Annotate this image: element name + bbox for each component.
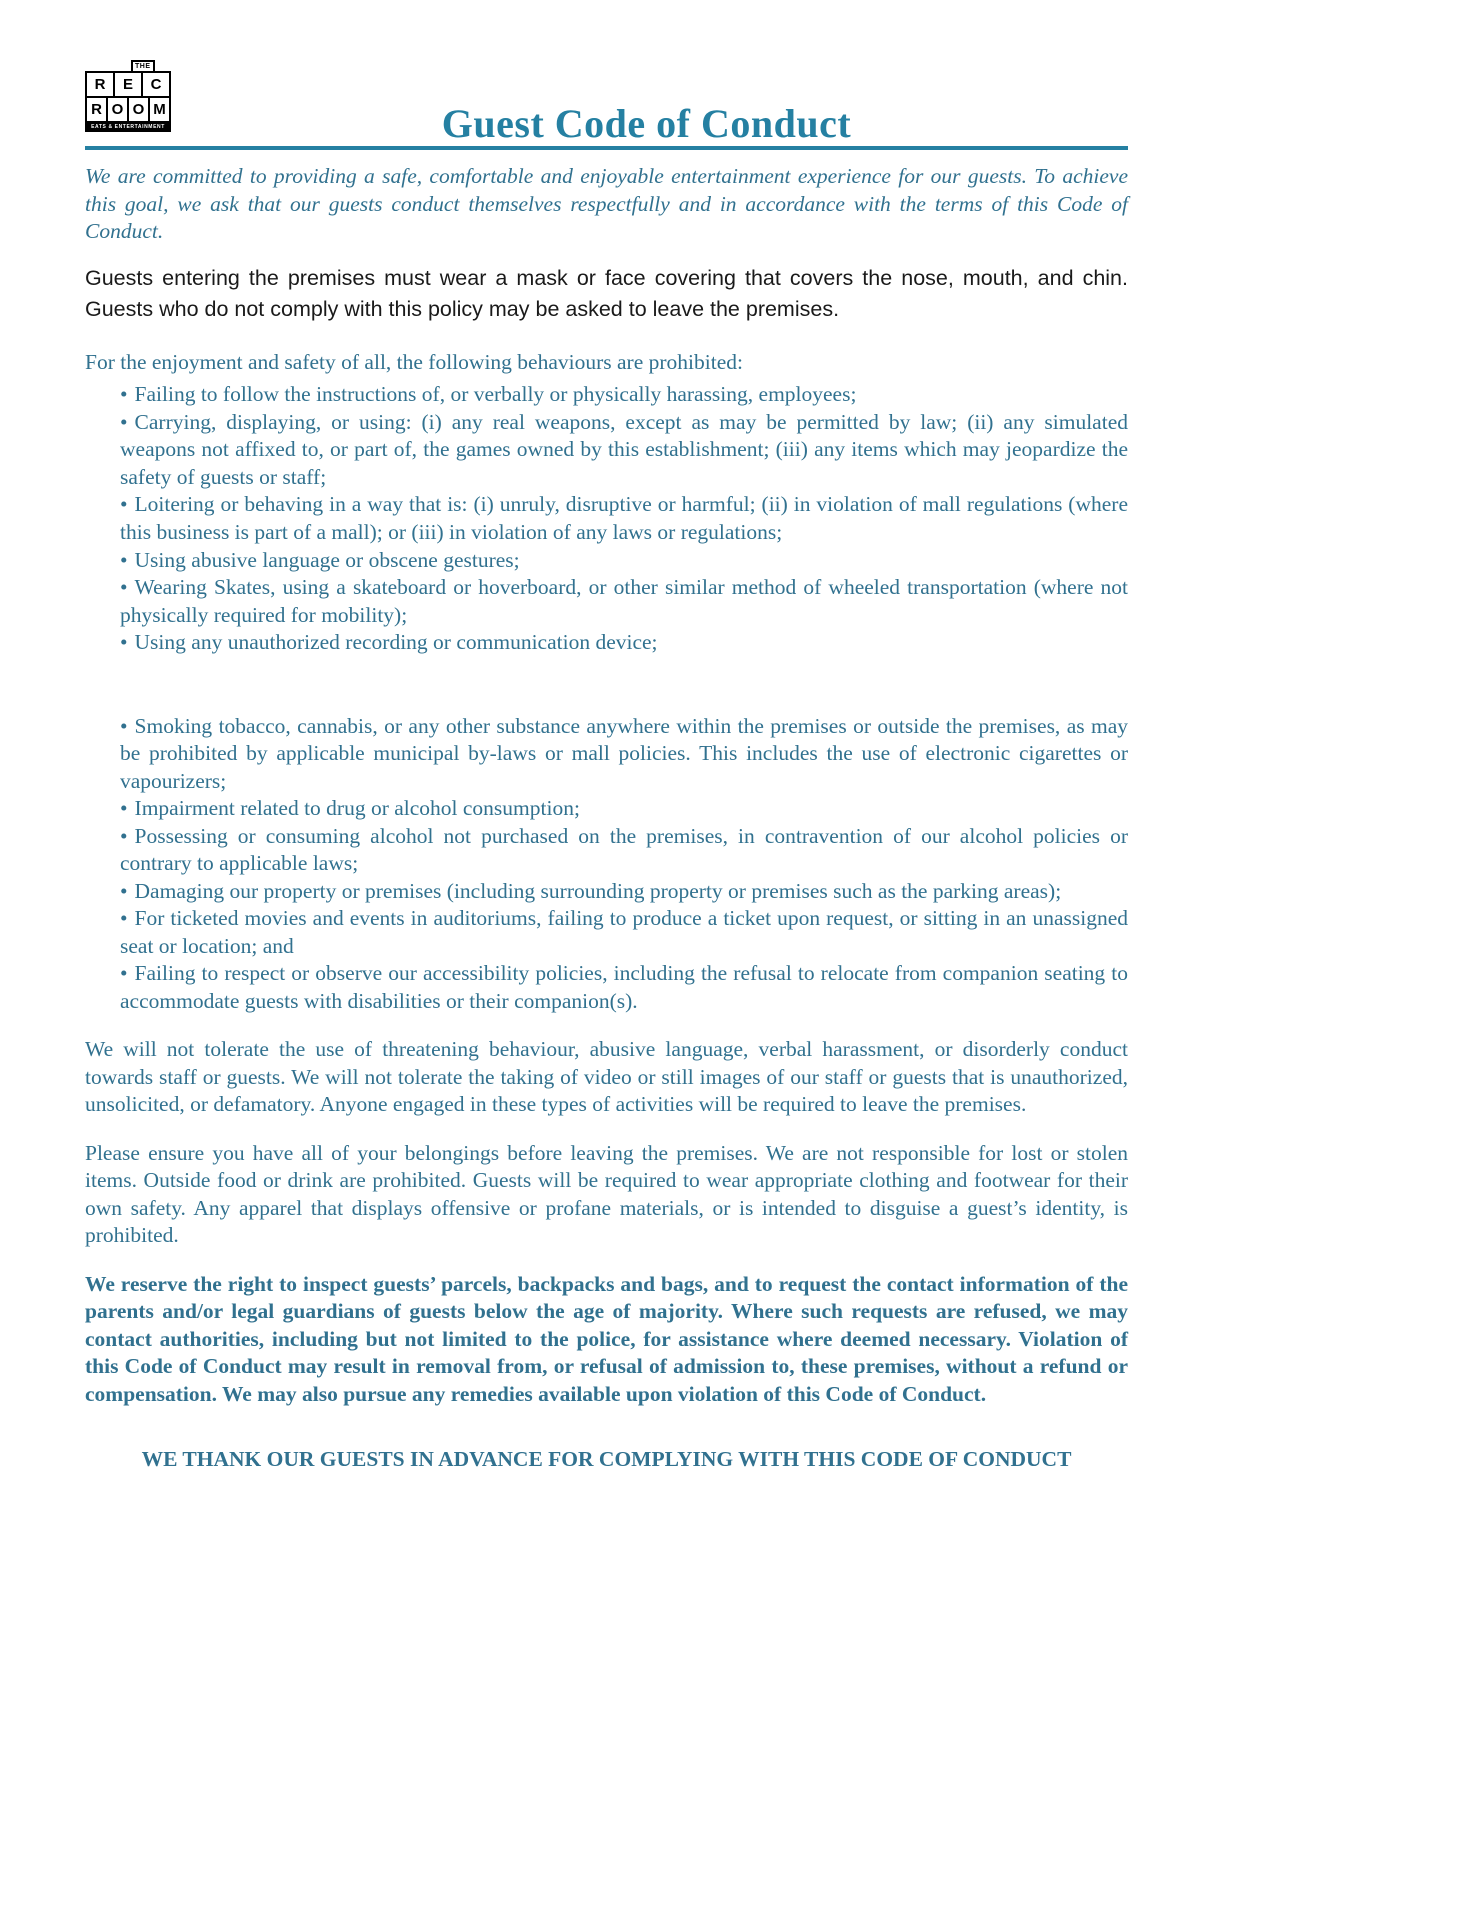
logo-the-label: THE xyxy=(131,60,155,73)
bullet-marker: • xyxy=(120,547,128,572)
document-header xyxy=(85,60,1128,150)
prohibited-list-group2 xyxy=(85,713,1128,1016)
prohibited-item-text: For ticketed movies and events in auditoriums, failing to produce a ticket upon request, or sitting in an unassigned seat or location; and xyxy=(120,906,1128,958)
prohibited-intro: For the enjoyment and safety of all, the following behaviours are prohibited: xyxy=(85,349,743,374)
prohibited-item xyxy=(120,795,1128,823)
prohibited-item-text: Damaging our property or premises (including surrounding property or premises such as the parking areas); xyxy=(134,878,1062,903)
bullet-marker: • xyxy=(120,796,128,821)
logo-tagline: EATS & ENTERTAINMENT xyxy=(85,123,171,132)
bullet-marker: • xyxy=(120,575,128,600)
prohibited-item xyxy=(120,713,1128,796)
logo-letter: M xyxy=(148,96,171,123)
logo-letter: O xyxy=(127,96,150,123)
logo-letter: C xyxy=(141,71,171,98)
bullet-marker: • xyxy=(120,906,128,931)
logo-letter: R xyxy=(85,71,115,98)
logo-row-rec xyxy=(85,71,171,98)
bullet-marker: • xyxy=(120,961,128,986)
prohibited-item-text: Wearing Skates, using a skateboard or hoverboard, or other similar method of wheeled transportation (where not physically required for mobility); xyxy=(120,575,1128,627)
mask-policy-paragraph: Guests entering the premises must wear a mask or face covering that covers the nose, mouth, and chin. Guests who do not comply with this policy may be asked to leave the premises. xyxy=(85,265,1128,321)
intro-paragraph: We are committed to providing a safe, comfortable and enjoyable entertainment experience for our guests. To achieve this goal, we ask that our guests conduct themselves respectfully and in accordance with the terms of this Code of Conduct. xyxy=(85,164,1128,244)
bullet-marker: • xyxy=(120,409,128,434)
bullet-marker: • xyxy=(120,630,128,655)
rights-paragraph: We reserve the right to inspect guests’ parcels, backpacks and bags, and to request the contact information of the parents and/or legal guardians of guests below the age of majority. Where such requests are refused, we may contact authorities, including but not limited to the police, for assistance where deemed necessary. Violation of this Code of Conduct may result in removal from, or refusal of admission to, these premises, without a refund or compensation. We may also pursue any remedies available upon violation of this Code of Conduct. xyxy=(85,1271,1128,1406)
logo-letter: E xyxy=(113,71,143,98)
prohibited-item-text: Loitering or behaving in a way that is: (i) unruly, disruptive or harmful; (ii) in violation of mall regulations (where this business is part of a mall); or (iii) in violation of any laws or regulations; xyxy=(120,492,1128,544)
prohibited-item-text: Impairment related to drug or alcohol consumption; xyxy=(134,796,580,821)
prohibited-item-text: Using abusive language or obscene gestures; xyxy=(134,547,520,572)
prohibited-list-group1 xyxy=(85,381,1128,656)
bullet-marker: • xyxy=(120,823,128,848)
prohibited-item-text: Using any unauthorized recording or communication device; xyxy=(134,630,658,655)
prohibited-item xyxy=(120,547,1128,575)
prohibited-item xyxy=(120,823,1128,878)
bullet-marker: • xyxy=(120,382,128,407)
prohibited-item-text: Failing to follow the instructions of, or verbally or physically harassing, employees; xyxy=(134,382,857,407)
prohibited-item xyxy=(120,574,1128,629)
bullet-marker: • xyxy=(120,713,128,738)
prohibited-item xyxy=(120,409,1128,492)
prohibited-item xyxy=(120,878,1128,906)
page-title: Guest Code of Conduct xyxy=(441,101,852,146)
logo-the-row xyxy=(85,58,171,71)
bullet-marker: • xyxy=(120,878,128,903)
closing-statement: WE THANK OUR GUESTS IN ADVANCE FOR COMPLYING WITH THIS CODE OF CONDUCT xyxy=(141,1447,1072,1472)
conduct-paragraph: We will not tolerate the use of threatening behaviour, abusive language, verbal harassment, or disorderly conduct towards staff or guests. We will not tolerate the taking of video or still images of our staff or guests that is unauthorized, unsolicited, or defamatory. Anyone engaged in these types of activities will be required to leave the premises. xyxy=(85,1037,1128,1117)
logo-letter: O xyxy=(106,96,129,123)
prohibited-item-text: Carrying, displaying, or using: (i) any real weapons, except as may be permitted by law; (ii) any simulated weapons not affixed to, or part of, the games owned by this establishment; (iii) any items which may jeopardize the safety of guests or staff; xyxy=(120,409,1128,489)
prohibited-item-text: Failing to respect or observe our accessibility policies, including the refusal to relocate from companion seating to accommodate guests with disabilities or their companion(s). xyxy=(120,961,1128,1013)
prohibited-item-text: Smoking tobacco, cannabis, or any other substance anywhere within the premises or outside the premises, as may be prohibited by applicable municipal by-laws or mall policies. This includes the use of electronic cigarettes or vapourizers; xyxy=(120,713,1128,793)
prohibited-item-text: Possessing or consuming alcohol not purchased on the premises, in contravention of our alcohol policies or contrary to applicable laws; xyxy=(120,823,1128,876)
prohibited-item xyxy=(120,905,1128,960)
prohibited-item xyxy=(120,381,1128,409)
belongings-paragraph: Please ensure you have all of your belongings before leaving the premises. We are not responsible for lost or stolen items. Outside food or drink are prohibited. Guests will be required to wear appropriate clothing and footwear for their own safety. Any apparel that displays offensive or profane materials, or is intended to disguise a guest’s identity, is prohibited. xyxy=(85,1140,1128,1248)
logo-letter: R xyxy=(85,96,108,123)
prohibited-item xyxy=(120,491,1128,546)
prohibited-item xyxy=(120,629,1128,657)
bullet-marker: • xyxy=(120,492,128,517)
prohibited-item xyxy=(120,960,1128,1015)
